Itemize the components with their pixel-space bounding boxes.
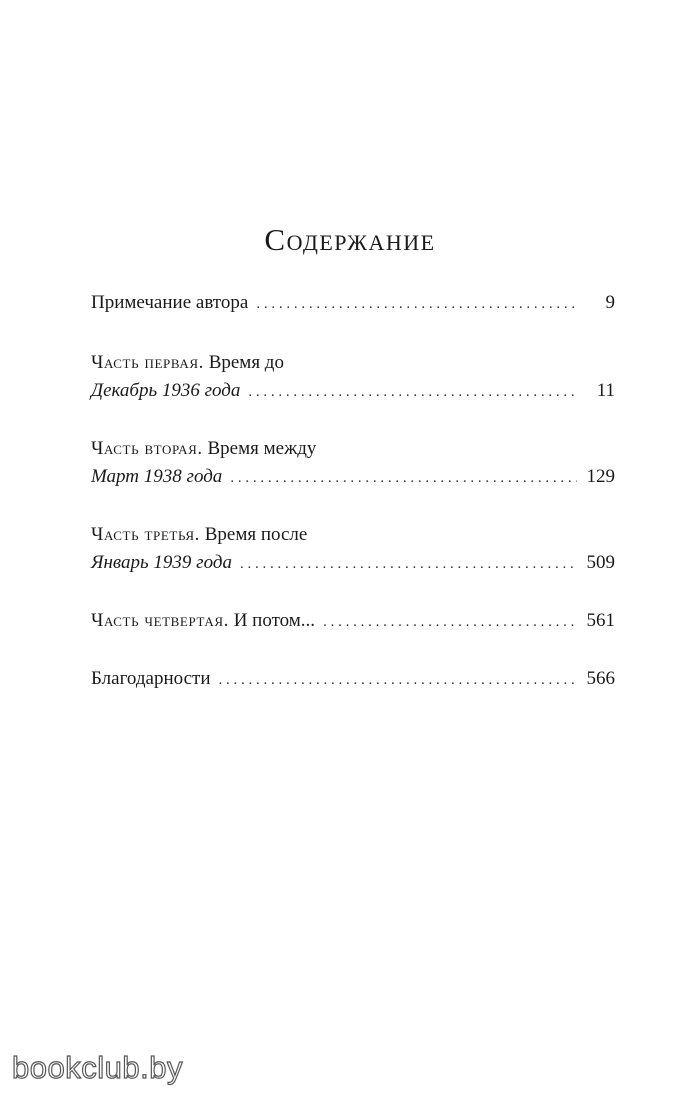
- toc-entry-part-3[interactable]: [91, 552, 615, 586]
- entry-subtitle: Декабрь 1936 года: [91, 380, 241, 401]
- toc-entry-acknowledgements[interactable]: [91, 668, 615, 702]
- table-of-contents: [91, 292, 615, 702]
- entry-subtitle: Март 1938 года: [91, 466, 223, 487]
- page-number: 11: [596, 380, 615, 401]
- dot-leader: [240, 556, 577, 573]
- page-number: 129: [586, 466, 615, 487]
- toc-entry-author-note[interactable]: [91, 292, 615, 326]
- entry-label: [91, 610, 315, 632]
- dot-leader: [248, 384, 577, 401]
- dot-leader: [256, 296, 577, 313]
- part-heading-text: И потом...: [228, 610, 316, 631]
- toc-title: Содержание: [264, 222, 436, 257]
- part-heading-caps: Часть первая.: [91, 352, 204, 373]
- entry-subtitle: Январь 1939 года: [91, 552, 232, 573]
- toc-entry-part-4[interactable]: [91, 610, 615, 644]
- toc-entry-part-2[interactable]: [91, 466, 615, 500]
- part-heading-text: Время после: [199, 524, 308, 545]
- page-number: 566: [586, 668, 615, 689]
- dot-leader: [323, 614, 577, 631]
- page-number: 509: [586, 552, 615, 573]
- part-heading-caps: Часть третья.: [91, 524, 200, 545]
- part-heading-3: [91, 524, 615, 552]
- part-heading-1: [91, 352, 615, 380]
- watermark: bookclub.by: [12, 1050, 183, 1085]
- dot-leader: [230, 470, 577, 487]
- part-heading-text: Время между: [202, 438, 317, 459]
- page-number: 9: [605, 292, 615, 313]
- part-heading-text: Время до: [203, 352, 284, 373]
- dot-leader: [219, 672, 578, 689]
- part-heading-2: [91, 438, 615, 466]
- entry-label: Благодарности: [91, 668, 211, 689]
- page-number: 561: [586, 610, 615, 631]
- entry-label: Примечание автора: [91, 292, 249, 313]
- toc-entry-part-1[interactable]: [91, 380, 615, 414]
- part-heading-caps: Часть вторая.: [91, 438, 203, 459]
- part-heading-caps: Часть четвертая.: [91, 610, 229, 631]
